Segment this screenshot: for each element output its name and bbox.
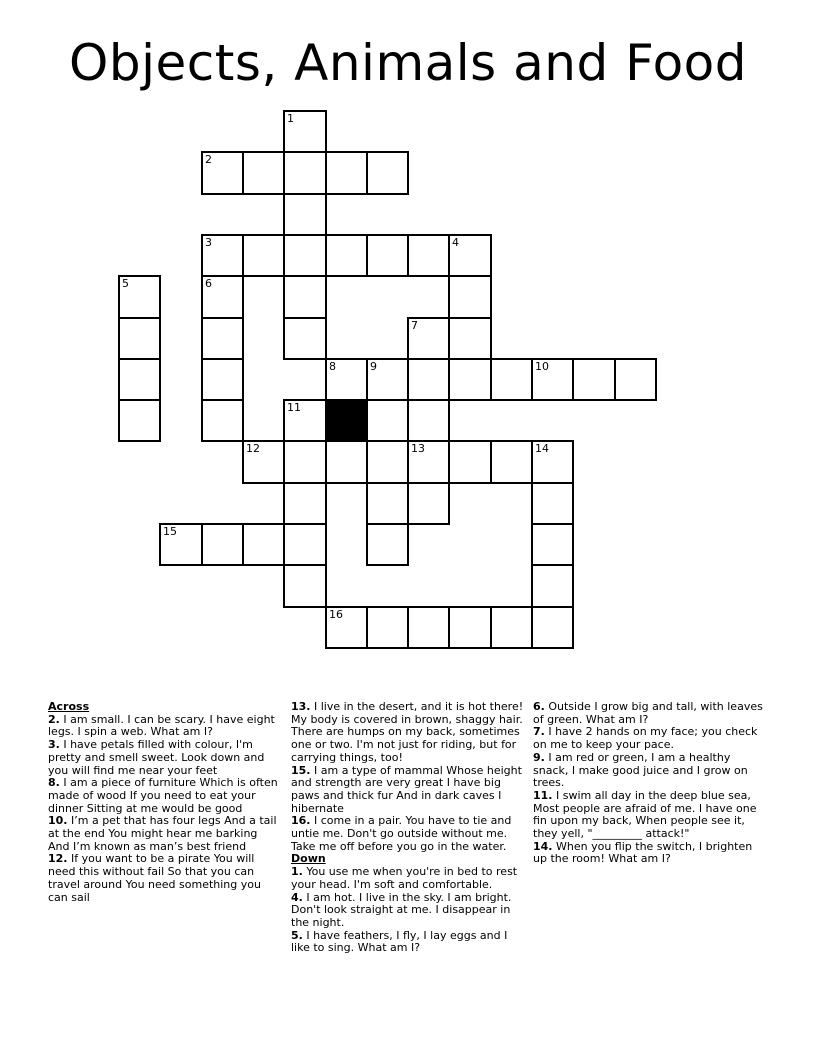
grid-cell[interactable] [366,523,409,566]
grid-cell[interactable] [490,440,533,484]
clue-item [291,866,525,891]
grid-cell[interactable] [283,523,327,566]
clue-text: You use me when you're in bed to rest your head. I'm soft and comfortable. [291,865,518,891]
clue-item [291,892,525,930]
clue-num: 10. [48,814,68,828]
grid-cell[interactable] [407,482,450,525]
grid-cell[interactable] [118,317,161,360]
grid-cell[interactable] [366,482,409,525]
clue-num: 3. [48,738,60,752]
grid-cell[interactable] [366,234,409,277]
clue-number: 9 [370,360,377,373]
clue-text: I come in a pair. You have to tie and untie me. Don't go outside without me. Take me off before you go in the water. [291,814,512,853]
clues-column-1 [48,701,280,904]
grid-cell[interactable] [283,317,327,360]
clue-num: 4. [291,890,303,904]
grid-cell[interactable] [490,358,533,401]
clue-number: 6 [205,277,212,290]
grid-cell[interactable] [201,151,244,195]
grid-cell[interactable] [531,482,574,525]
clue-text: I have feathers, I fly, I lay eggs and I like to sing. What am I? [291,928,508,955]
clue-text: If you want to be a pirate You will need this without fail So that you can travel around You need something you can sail [48,852,261,904]
clue-number: 11 [287,401,301,414]
grid-cell[interactable] [283,399,327,442]
grid-cell[interactable] [366,440,409,484]
clue-num: 7. [533,725,545,739]
clue-text: I am red or green, I am a healthy snack, I make good juice and I grow on trees. [533,750,748,790]
clue-item [533,841,767,866]
clue-num: 13. [291,700,311,713]
grid-cell[interactable] [283,234,327,277]
clue-item [48,815,280,853]
clue-text: When you flip the switch, I brighten up the room! What am I? [533,839,753,866]
grid-cell[interactable] [531,523,574,566]
grid-cell[interactable] [283,151,327,195]
clue-num: 12. [48,852,68,866]
grid-cell[interactable] [531,440,574,484]
grid-cell[interactable] [407,234,450,277]
clue-text: I am small. I can be scary. I have eight legs. I spin a web. What am I? [48,712,275,739]
clue-num: 11. [533,788,553,802]
clue-item [48,853,280,904]
grid-cell[interactable] [201,275,244,319]
grid-cell[interactable] [201,358,244,401]
puzzle-title: Objects, Animals and Food [68,34,747,92]
clue-number: 4 [452,236,459,249]
clue-text: I have petals filled with colour, I'm pretty and smell sweet. Look down and you will find me near your feet [48,738,265,777]
grid-cell[interactable] [201,317,244,360]
grid-cell[interactable] [572,358,616,401]
clue-text: I am hot. I live in the sky. I am bright. Don't look straight at me. I disappear in the night. [291,890,512,929]
grid-cell[interactable] [490,606,533,649]
grid-cell[interactable] [283,110,327,153]
clue-text: I live in the desert, and it is hot there! My body is covered in brown, shaggy hair. There are humps on my back, sometimes one or two. I'm not just for riding, but for carrying things, too! [291,700,524,764]
clue-num: 2. [48,712,60,726]
grid-cell[interactable] [407,358,450,401]
grid-cell[interactable] [283,564,327,608]
grid-cell[interactable] [325,234,368,277]
grid-cell[interactable] [325,440,368,484]
grid-cell[interactable] [531,358,574,401]
clue-item [533,701,767,726]
grid-cell[interactable] [118,275,161,319]
grid-cell[interactable] [283,440,327,484]
clue-number: 16 [329,608,343,621]
grid-cell[interactable] [283,193,327,236]
clue-text: I swim all day in the deep blue sea, Most people are afraid of me. I have one fin upon my back, When people see it, they yell, "_________ attack!" [533,788,757,841]
grid-cell[interactable] [531,564,574,608]
grid-cell[interactable] [448,275,492,319]
clue-num: 6. [533,700,545,713]
clues-column-3 [533,701,767,866]
clue-number: 2 [205,153,212,166]
clue-item [291,815,525,853]
clue-num: 8. [48,776,60,790]
grid-cell[interactable] [283,275,327,319]
grid-cell[interactable] [242,523,285,566]
clue-num: 15. [291,763,311,777]
clue-item [533,752,767,790]
clue-text: Outside I grow big and tall, with leaves of green. What am I? [533,700,763,726]
clue-number: 10 [535,360,549,373]
clue-num: 16. [291,814,311,828]
grid-cell[interactable] [242,151,285,195]
grid-cell[interactable] [242,440,285,484]
grid-cell[interactable] [366,358,409,401]
clues-column-2 [291,701,525,955]
grid-cell[interactable] [366,151,409,195]
grid-cell[interactable] [118,399,161,442]
clue-text: I have 2 hands on my face; you check on me to keep your pace. [533,725,758,752]
clue-num: 5. [291,928,303,942]
clue-number: 5 [122,277,129,290]
grid-cell[interactable] [159,523,203,566]
grid-cell[interactable] [325,151,368,195]
grid-cell[interactable] [407,606,450,649]
clue-item [291,930,525,955]
grid-cell[interactable] [407,440,450,484]
grid-cell[interactable] [118,358,161,401]
clue-text: I am a type of mammal Whose height and strength are very great I have big paws and thick fur And in dark caves I hibernate [291,763,522,815]
clue-text: I’m a pet that has four legs And a tail at the end You might hear me barking And I’m known as man’s best friend [48,814,277,853]
grid-cell[interactable] [201,234,244,277]
clue-number: 8 [329,360,336,373]
grid-cell[interactable] [407,317,450,360]
clue-item [48,739,280,777]
clue-number: 14 [535,442,549,455]
grid-cell[interactable] [366,606,409,649]
grid-cell[interactable] [448,234,492,277]
grid-cell[interactable] [283,482,327,525]
clue-number: 3 [205,236,212,249]
grid-cell[interactable] [325,606,368,649]
grid-cell[interactable] [614,358,657,401]
clue-num: 14. [533,839,553,853]
grid-cell[interactable] [201,399,244,442]
clue-item [533,726,767,751]
clue-number: 12 [246,442,260,455]
grid-cell[interactable] [448,440,492,484]
clue-item [291,765,525,816]
grid-cell[interactable] [407,399,450,442]
grid-cell[interactable] [201,523,244,566]
clue-text: I am a piece of furniture Which is often made of wood If you need to eat your dinner Sitting at me would be good [48,776,278,815]
clue-num: 1. [291,865,303,879]
clue-num: 9. [533,750,545,764]
across-header: Across [48,700,90,713]
clue-number: 13 [411,442,425,455]
clue-item [48,777,280,815]
clue-number: 1 [287,112,294,125]
grid-cell[interactable] [366,399,409,442]
clue-number: 7 [411,319,418,332]
clue-item [48,714,280,739]
grid-cell[interactable] [448,606,492,649]
grid-cell[interactable] [531,606,574,649]
down-header: Down [291,852,326,866]
clue-item [291,701,525,765]
clue-number: 15 [163,525,177,538]
grid-cell[interactable] [242,234,285,277]
clue-item [533,790,767,841]
grid-cell[interactable] [448,358,492,401]
grid-cell[interactable] [325,358,368,401]
black-cell [325,399,368,442]
grid-cell[interactable] [448,317,492,360]
